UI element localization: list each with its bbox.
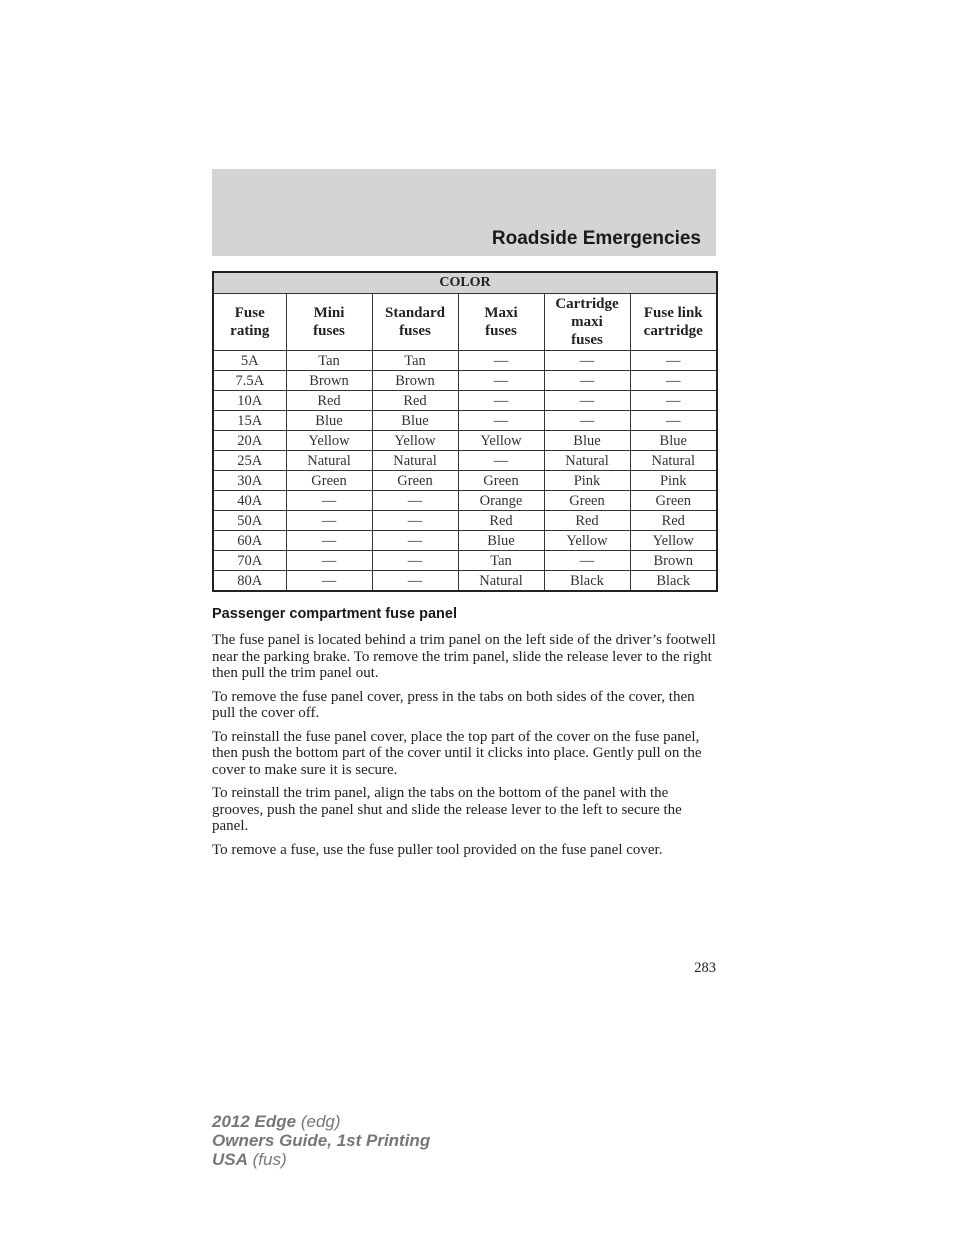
paragraph: To reinstall the fuse panel cover, place the top part of the cover on the fuse panel, then push the bottom part of the cover until it clicks into place. Gently pull on the cover to make sure it is secure. bbox=[212, 728, 702, 778]
column-header-line: Fuse link bbox=[643, 305, 703, 321]
fuse-color-cell: Brown bbox=[286, 371, 372, 391]
fuse-color-cell: Natural bbox=[372, 451, 458, 471]
fuse-color-cell: Natural bbox=[286, 451, 372, 471]
fuse-color-cell: Green bbox=[458, 471, 544, 491]
fuse-color-cell: Yellow bbox=[544, 531, 630, 551]
fuse-color-cell: Blue bbox=[372, 411, 458, 431]
column-header bbox=[458, 294, 544, 351]
fuse-color-cell: Blue bbox=[630, 431, 717, 451]
column-header-line: Standard bbox=[384, 305, 446, 321]
section-title: Roadside Emergencies bbox=[491, 228, 701, 249]
fuse-color-cell: Red bbox=[286, 391, 372, 411]
paragraph: To remove the fuse panel cover, press in the tabs on both sides of the cover, then pull the cover off. bbox=[212, 688, 695, 721]
table-row bbox=[213, 431, 717, 451]
footer-line-2: Owners Guide, 1st Printing bbox=[212, 1131, 431, 1150]
fuse-color-cell: — bbox=[286, 531, 372, 551]
column-header bbox=[372, 294, 458, 351]
footer-line-1: 2012 Edge (edg) bbox=[212, 1112, 341, 1131]
column-header-line: fuses bbox=[399, 323, 431, 339]
column-header-line: cartridge bbox=[643, 323, 703, 339]
fuse-color-cell: — bbox=[372, 551, 458, 571]
fuse-color-cell: — bbox=[458, 391, 544, 411]
fuse-color-cell: Green bbox=[372, 471, 458, 491]
column-header-line: fuses bbox=[485, 323, 517, 339]
fuse-color-cell: — bbox=[458, 411, 544, 431]
fuse-color-cell: Tan bbox=[286, 351, 372, 371]
subheading: Passenger compartment fuse panel bbox=[212, 606, 457, 622]
column-header-line: maxi bbox=[571, 314, 603, 330]
fuse-color-cell: — bbox=[544, 391, 630, 411]
table-row bbox=[213, 531, 717, 551]
fuse-color-cell: — bbox=[630, 351, 717, 371]
fuse-color-cell: — bbox=[458, 371, 544, 391]
fuse-color-cell: Tan bbox=[372, 351, 458, 371]
table-row bbox=[213, 471, 717, 491]
fuse-color-cell: Green bbox=[630, 491, 717, 511]
fuse-color-cell: Green bbox=[286, 471, 372, 491]
fuse-color-cell: — bbox=[286, 551, 372, 571]
fuse-color-cell: — bbox=[286, 511, 372, 531]
fuse-color-cell: Tan bbox=[458, 551, 544, 571]
column-header-line: rating bbox=[230, 323, 270, 339]
table-row bbox=[213, 371, 717, 391]
fuse-color-cell: Pink bbox=[544, 471, 630, 491]
fuse-color-cell: — bbox=[458, 451, 544, 471]
table-row bbox=[213, 491, 717, 511]
fuse-color-cell: Brown bbox=[630, 551, 717, 571]
fuse-color-cell: Red bbox=[458, 511, 544, 531]
page-number: 283 bbox=[694, 960, 716, 976]
fuse-color-cell: — bbox=[544, 371, 630, 391]
table-row bbox=[213, 571, 717, 592]
body-text bbox=[212, 632, 720, 865]
fuse-color-cell: — bbox=[544, 351, 630, 371]
paragraph: To remove a fuse, use the fuse puller tool provided on the fuse panel cover. bbox=[212, 841, 663, 858]
column-header bbox=[544, 294, 630, 351]
table-row bbox=[213, 451, 717, 471]
fuse-color-cell: Yellow bbox=[630, 531, 717, 551]
column-header-line: fuses bbox=[313, 323, 345, 339]
fuse-color-cell: — bbox=[372, 491, 458, 511]
column-header bbox=[286, 294, 372, 351]
fuse-rating-cell: 50A bbox=[213, 511, 286, 531]
table-row bbox=[213, 351, 717, 371]
fuse-color-cell: — bbox=[458, 351, 544, 371]
column-header bbox=[213, 294, 286, 351]
fuse-rating-cell: 25A bbox=[213, 451, 286, 471]
fuse-color-cell: Orange bbox=[458, 491, 544, 511]
fuse-rating-cell: 20A bbox=[213, 431, 286, 451]
table-row bbox=[213, 411, 717, 431]
fuse-rating-cell: 70A bbox=[213, 551, 286, 571]
section-header-band bbox=[212, 169, 716, 256]
paragraph: To reinstall the trim panel, align the tabs on the bottom of the panel with the grooves, push the panel shut and slide the release lever to the left to secure the panel. bbox=[212, 785, 682, 834]
column-header bbox=[630, 294, 717, 351]
fuse-color-cell: Blue bbox=[458, 531, 544, 551]
fuse-color-cell: Blue bbox=[544, 431, 630, 451]
column-header-line: Mini bbox=[313, 305, 345, 321]
column-header-line: fuses bbox=[571, 332, 603, 348]
fuse-color-cell: Natural bbox=[458, 571, 544, 592]
fuse-color-cell: — bbox=[372, 531, 458, 551]
fuse-color-cell: — bbox=[286, 491, 372, 511]
fuse-color-cell: Black bbox=[630, 571, 717, 592]
fuse-rating-cell: 60A bbox=[213, 531, 286, 551]
fuse-color-cell: Brown bbox=[372, 371, 458, 391]
fuse-color-cell: — bbox=[630, 411, 717, 431]
table-row bbox=[213, 511, 717, 531]
color-group-header: COLOR bbox=[213, 272, 717, 294]
fuse-color-cell: — bbox=[544, 411, 630, 431]
footer bbox=[212, 1112, 430, 1169]
fuse-color-cell: Black bbox=[544, 571, 630, 592]
fuse-rating-cell: 80A bbox=[213, 571, 286, 592]
fuse-color-cell: — bbox=[630, 391, 717, 411]
fuse-color-cell: — bbox=[544, 551, 630, 571]
fuse-color-cell: Red bbox=[630, 511, 717, 531]
column-header-line: Maxi bbox=[484, 305, 518, 321]
table-row bbox=[213, 391, 717, 411]
fuse-rating-cell: 7.5A bbox=[213, 371, 286, 391]
table-row bbox=[213, 551, 717, 571]
fuse-color-cell: Green bbox=[544, 491, 630, 511]
fuse-color-cell: — bbox=[630, 371, 717, 391]
fuse-color-cell: Yellow bbox=[372, 431, 458, 451]
fuse-color-cell: — bbox=[286, 571, 372, 592]
fuse-color-cell: Red bbox=[372, 391, 458, 411]
column-header-line: Cartridge bbox=[555, 296, 619, 312]
footer-line-3: USA (fus) bbox=[212, 1150, 287, 1169]
fuse-rating-cell: 30A bbox=[213, 471, 286, 491]
fuse-rating-cell: 15A bbox=[213, 411, 286, 431]
column-header-line: Fuse bbox=[234, 305, 265, 321]
fuse-rating-cell: 40A bbox=[213, 491, 286, 511]
fuse-color-cell: Natural bbox=[544, 451, 630, 471]
fuse-color-cell: — bbox=[372, 571, 458, 592]
fuse-color-cell: Pink bbox=[630, 471, 717, 491]
fuse-color-cell: Yellow bbox=[286, 431, 372, 451]
paragraph: The fuse panel is located behind a trim panel on the left side of the driver’s footwell near the parking brake. To remove the trim panel, slide the release lever to the right then pull the trim panel out. bbox=[212, 632, 716, 681]
fuse-rating-cell: 5A bbox=[213, 351, 286, 371]
fuse-color-cell: Red bbox=[544, 511, 630, 531]
fuse-rating-cell: 10A bbox=[213, 391, 286, 411]
fuse-color-cell: — bbox=[372, 511, 458, 531]
fuse-color-table bbox=[212, 271, 718, 592]
fuse-color-cell: Natural bbox=[630, 451, 717, 471]
fuse-color-cell: Blue bbox=[286, 411, 372, 431]
fuse-color-cell: Yellow bbox=[458, 431, 544, 451]
